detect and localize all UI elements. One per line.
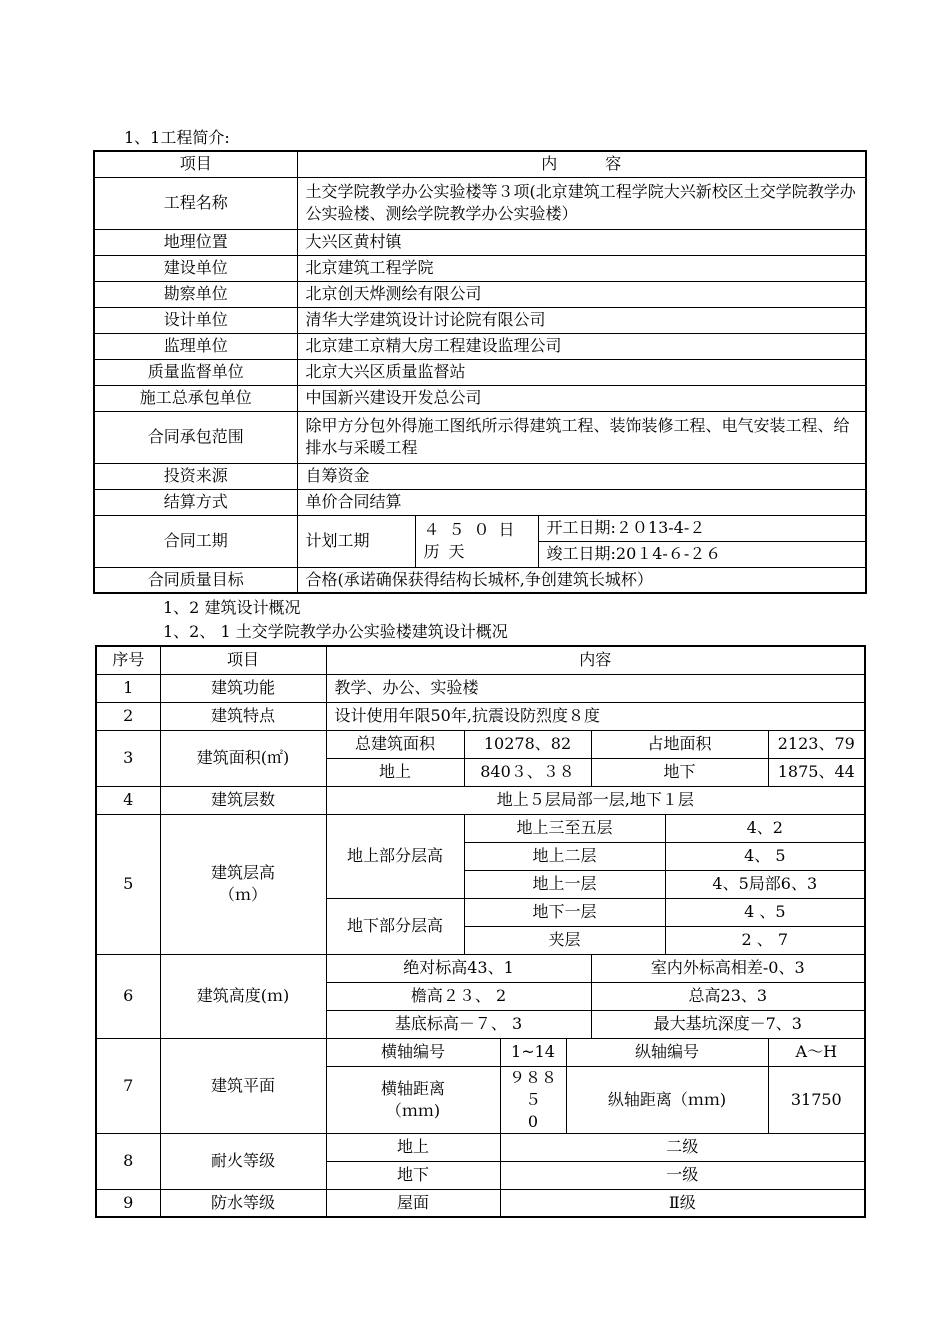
value-base-elevation: 基底标高－７、 3 bbox=[326, 1010, 591, 1038]
section-heading-project-overview: 1、1工程简介: bbox=[124, 128, 230, 147]
label-floor-height-line1: 建筑层高 bbox=[210, 863, 275, 882]
label-floor-height bbox=[160, 814, 326, 954]
label-h-distance-line2: （ｍｍ) bbox=[385, 1100, 441, 1120]
value-supervision: 北京建工京精大房工程建设监理公司 bbox=[297, 333, 866, 359]
label-below-group: 地下部分层高 bbox=[326, 898, 464, 954]
label-contractor: 施工总承包单位 bbox=[94, 385, 297, 411]
label-features: 建筑特点 bbox=[160, 702, 326, 730]
value-fire-above: 二级 bbox=[500, 1133, 865, 1161]
label-project-name: 工程名称 bbox=[94, 177, 297, 229]
value-settlement: 单价合同结算 bbox=[297, 489, 866, 515]
label-fire-rating: 耐火等级 bbox=[160, 1133, 326, 1189]
label-plan-period: 计划工期 bbox=[297, 515, 415, 567]
label-total-area: 总建筑面积 bbox=[326, 730, 464, 758]
value-below-area: 1875、44 bbox=[768, 758, 865, 786]
label-floor-2: 地上二层 bbox=[464, 842, 665, 870]
value-location: 大兴区黄村镇 bbox=[297, 229, 866, 255]
row-no: 2 bbox=[96, 702, 160, 730]
label-funding: 投资来源 bbox=[94, 463, 297, 489]
label-waterproof: 防水等级 bbox=[160, 1189, 326, 1217]
value-elevation-diff: 室内外标高相差-0、3 bbox=[591, 954, 865, 982]
label-floor-3-5: 地上三至五层 bbox=[464, 814, 665, 842]
label-quality: 质量监督单位 bbox=[94, 359, 297, 385]
row-no: 6 bbox=[96, 954, 160, 1038]
value-total-height: 总高23、3 bbox=[591, 982, 865, 1010]
label-supervision: 监理单位 bbox=[94, 333, 297, 359]
label-function: 建筑功能 bbox=[160, 674, 326, 702]
label-fire-below: 地下 bbox=[326, 1161, 500, 1189]
label-above-group: 地上部分层高 bbox=[326, 814, 464, 898]
value-contractor: 中国新兴建设开发总公司 bbox=[297, 385, 866, 411]
row-no: 8 bbox=[96, 1133, 160, 1189]
value-floors: 地上５层局部一层,地下１层 bbox=[326, 786, 865, 814]
label-survey: 勘察单位 bbox=[94, 281, 297, 307]
label-floor-height-line2: （ｍ） bbox=[218, 885, 267, 904]
value-quality-goal: 合格(承诺确保获得结构长城杯,争创建筑长城杯） bbox=[297, 567, 866, 593]
label-design: 设计单位 bbox=[94, 307, 297, 333]
label-floors: 建筑层数 bbox=[160, 786, 326, 814]
label-period: 合同工期 bbox=[94, 515, 297, 567]
label-footprint: 占地面积 bbox=[591, 730, 768, 758]
value-floor-2: 4、 5 bbox=[665, 842, 865, 870]
row-no: 1 bbox=[96, 674, 160, 702]
value-quality: 北京大兴区质量监督站 bbox=[297, 359, 866, 385]
value-project-name: 土交学院教学办公实验楼等３项(北京建筑工程学院大兴新校区土交学院教学办公实验楼、测绘学院教学办公实验楼） bbox=[297, 177, 866, 229]
header-content: 内容 bbox=[326, 646, 865, 674]
value-pit-depth: 最大基坑深度－7、3 bbox=[591, 1010, 865, 1038]
value-function: 教学、办公、实验楼 bbox=[326, 674, 865, 702]
label-height: 建筑高度(ｍ) bbox=[160, 954, 326, 1038]
value-fire-below: 一级 bbox=[500, 1161, 865, 1189]
value-h-distance-line2: 0 bbox=[527, 1111, 539, 1131]
value-footprint: 2123、79 bbox=[768, 730, 865, 758]
section-heading-architecture: 1、2 建筑设计概况 bbox=[163, 598, 301, 617]
row-no: 5 bbox=[96, 814, 160, 954]
row-no: 7 bbox=[96, 1038, 160, 1133]
value-survey: 北京创天烨测绘有限公司 bbox=[297, 281, 866, 307]
label-fire-above: 地上 bbox=[326, 1133, 500, 1161]
value-h-distance-line1: ９８８５ bbox=[508, 1067, 557, 1109]
label-below-area: 地下 bbox=[591, 758, 768, 786]
label-above-area: 地上 bbox=[326, 758, 464, 786]
section-subheading-architecture: 1、2、 1 土交学院教学办公实验楼建筑设计概况 bbox=[163, 622, 508, 641]
label-settlement: 结算方式 bbox=[94, 489, 297, 515]
value-v-axis: A～H bbox=[768, 1038, 865, 1066]
label-location: 地理位置 bbox=[94, 229, 297, 255]
label-h-distance-line1: 横轴距离 bbox=[380, 1078, 445, 1098]
row-no: 9 bbox=[96, 1189, 160, 1217]
header-item: 项目 bbox=[94, 151, 297, 177]
label-v-axis: 纵轴编号 bbox=[566, 1038, 768, 1066]
value-mezzanine: 2 、 7 bbox=[665, 926, 865, 954]
label-quality-goal: 合同质量目标 bbox=[94, 567, 297, 593]
label-basement-1: 地下一层 bbox=[464, 898, 665, 926]
label-mezzanine: 夹层 bbox=[464, 926, 665, 954]
value-floor-1: 4、5局部6、3 bbox=[665, 870, 865, 898]
value-above-area: 840３、３８ bbox=[464, 758, 591, 786]
value-roof: Ⅱ级 bbox=[500, 1189, 865, 1217]
value-floor-3-5: 4、2 bbox=[665, 814, 865, 842]
header-no: 序号 bbox=[96, 646, 160, 674]
value-h-distance bbox=[500, 1066, 566, 1133]
label-h-axis: 横轴编号 bbox=[326, 1038, 500, 1066]
label-v-distance: 纵轴距离（ｍｍ) bbox=[566, 1066, 768, 1133]
value-absolute-elevation: 绝对标高43、1 bbox=[326, 954, 591, 982]
header-item: 项目 bbox=[160, 646, 326, 674]
label-area: 建筑面积(㎡) bbox=[160, 730, 326, 786]
value-plan-days: ４５０日历天 bbox=[415, 515, 538, 567]
label-owner: 建设单位 bbox=[94, 255, 297, 281]
label-plan: 建筑平面 bbox=[160, 1038, 326, 1133]
label-h-distance bbox=[326, 1066, 500, 1133]
value-start-date: 开工日期:２０13-4-２ bbox=[538, 515, 866, 541]
project-overview-table bbox=[93, 150, 867, 594]
label-floor-1: 地上一层 bbox=[464, 870, 665, 898]
value-v-distance: 31750 bbox=[768, 1066, 865, 1133]
header-content: 内 容 bbox=[297, 151, 866, 177]
value-scope: 除甲方分包外得施工图纸所示得建筑工程、装饰装修工程、电气安装工程、给排水与采暖工程 bbox=[297, 411, 866, 463]
value-owner: 北京建筑工程学院 bbox=[297, 255, 866, 281]
value-eave-height: 檐高２３、 2 bbox=[326, 982, 591, 1010]
label-roof: 屋面 bbox=[326, 1189, 500, 1217]
row-no: 4 bbox=[96, 786, 160, 814]
value-design: 清华大学建筑设计讨论院有限公司 bbox=[297, 307, 866, 333]
value-end-date: 竣工日期:20１4-６-２６ bbox=[538, 541, 866, 567]
architecture-design-table bbox=[95, 645, 866, 1218]
value-features: 设计使用年限50年,抗震设防烈度８度 bbox=[326, 702, 865, 730]
value-basement-1: 4 、5 bbox=[665, 898, 865, 926]
value-funding: 自筹资金 bbox=[297, 463, 866, 489]
row-no: 3 bbox=[96, 730, 160, 786]
value-total-area: 10278、82 bbox=[464, 730, 591, 758]
value-h-axis: 1~14 bbox=[500, 1038, 566, 1066]
label-scope: 合同承包范围 bbox=[94, 411, 297, 463]
